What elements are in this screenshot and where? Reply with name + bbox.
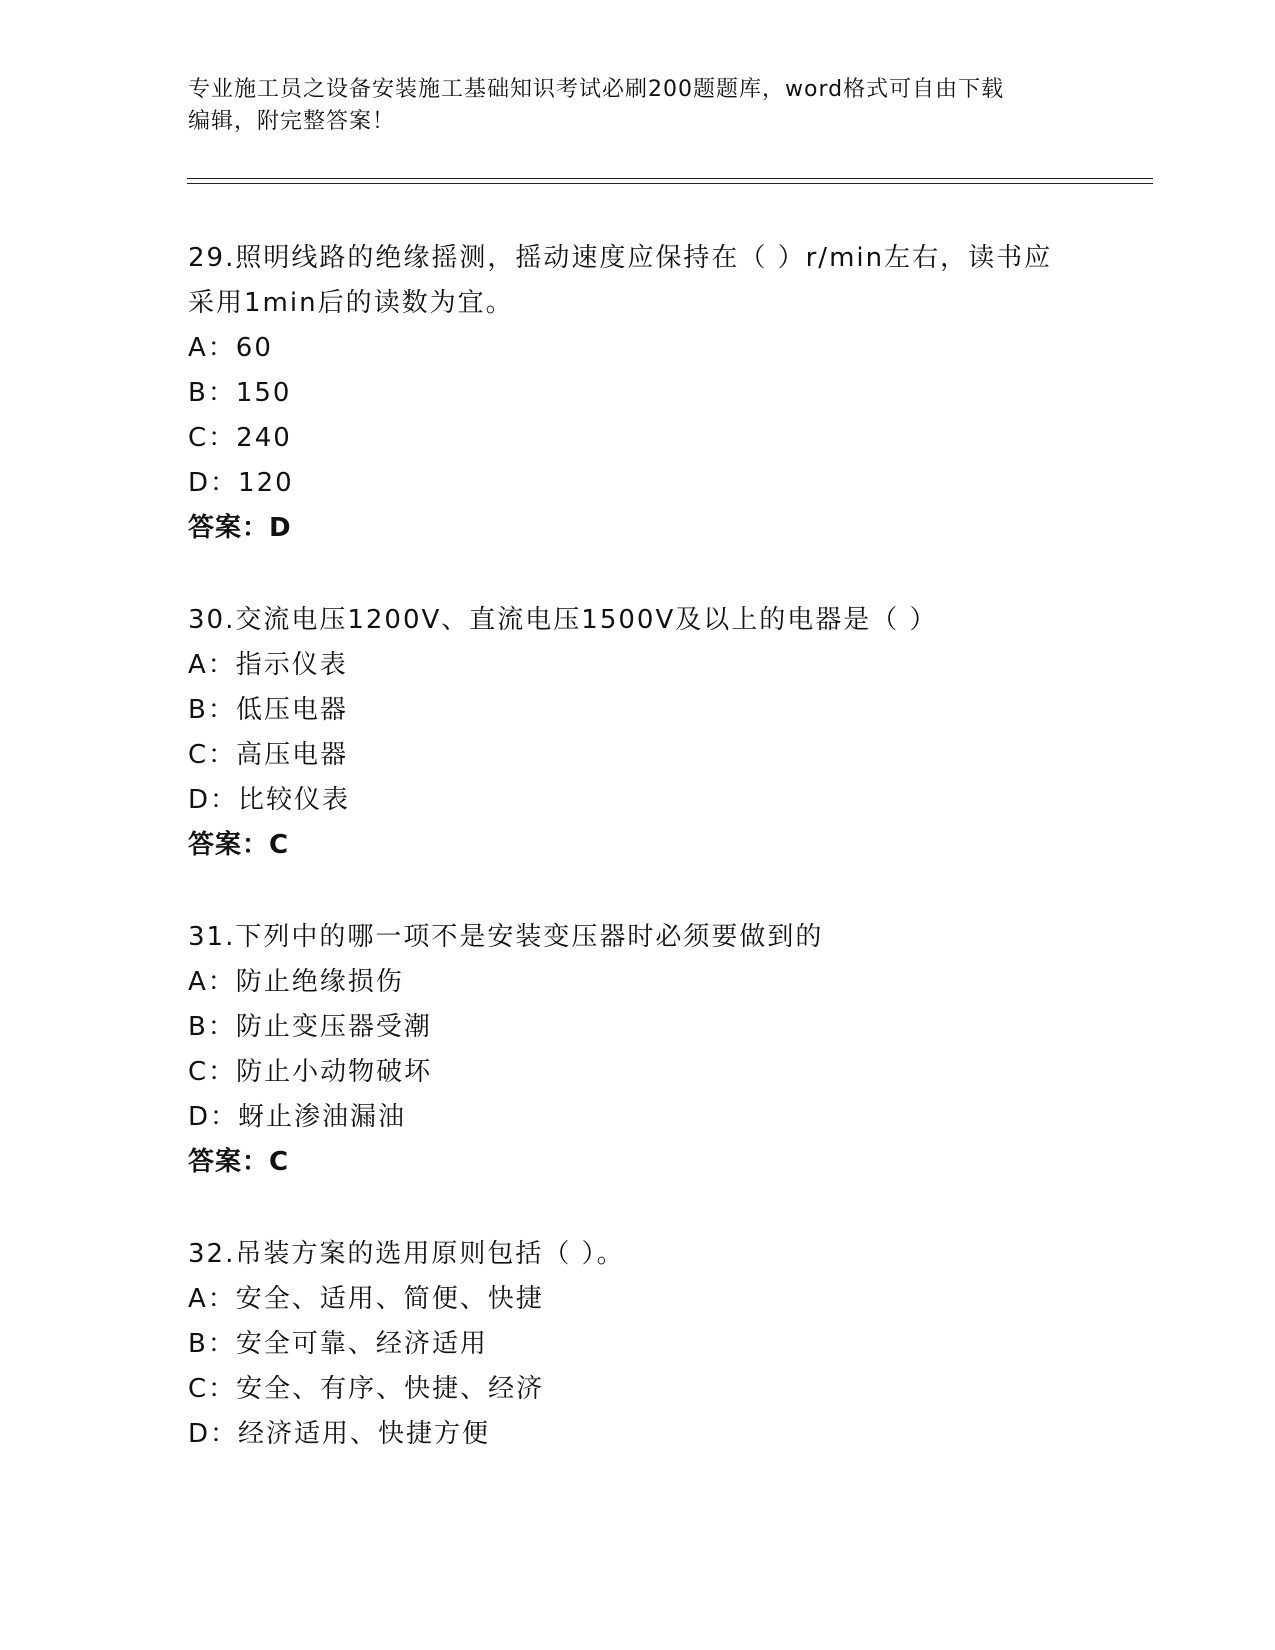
header-line-2: 编辑，附完整答案！ — [188, 109, 396, 134]
answer: 答案：C — [188, 830, 290, 860]
option-b: B：防止变压器受潮 — [188, 1012, 432, 1042]
option-b: B：低压电器 — [188, 695, 348, 725]
header-divider-top — [187, 178, 1153, 179]
option-c: C：高压电器 — [188, 740, 349, 770]
question-stem: 31.下列中的哪一项不是安装变压器时必须要做到的 — [188, 922, 824, 952]
option-d: D：蚜止渗油漏油 — [188, 1102, 407, 1132]
option-a: A：指示仪表 — [188, 650, 348, 680]
question-stem: 29.照明线路的绝缘摇测，摇动速度应保持在（ ）r/min左右，读书应 — [188, 243, 1053, 273]
question-stem-continued: 采用1min后的读数为宜。 — [188, 288, 514, 318]
question-list — [188, 236, 1088, 1504]
option-a: A：防止绝缘损伤 — [188, 967, 404, 997]
option-d: D：比较仪表 — [188, 785, 351, 815]
option-b: B：150 — [188, 378, 292, 408]
document-header — [188, 74, 1068, 138]
option-b: B：安全可靠、经济适用 — [188, 1329, 488, 1359]
option-c: C：240 — [188, 423, 292, 453]
header-line-1: 专业施工员之设备安装施工基础知识考试必刷200题题库，word格式可自由下载 — [188, 77, 1005, 102]
question-29 — [188, 236, 1088, 551]
question-stem: 32.吊装方案的选用原则包括（ ）。 — [188, 1239, 625, 1269]
option-d: D：120 — [188, 468, 294, 498]
option-c: C：安全、有序、快捷、经济 — [188, 1374, 545, 1404]
option-d: D：经济适用、快捷方便 — [188, 1419, 491, 1449]
answer: 答案：D — [188, 513, 292, 543]
option-a: A：安全、适用、简便、快捷 — [188, 1284, 544, 1314]
option-a: A：60 — [188, 333, 273, 363]
answer: 答案：C — [188, 1147, 290, 1177]
question-30 — [188, 598, 1088, 868]
question-32 — [188, 1232, 1088, 1457]
question-31 — [188, 915, 1088, 1185]
question-stem: 30.交流电压1200V、直流电压1500V及以上的电器是（ ） — [188, 605, 938, 635]
option-c: C：防止小动物破坏 — [188, 1057, 433, 1087]
header-divider-bottom — [187, 183, 1153, 184]
